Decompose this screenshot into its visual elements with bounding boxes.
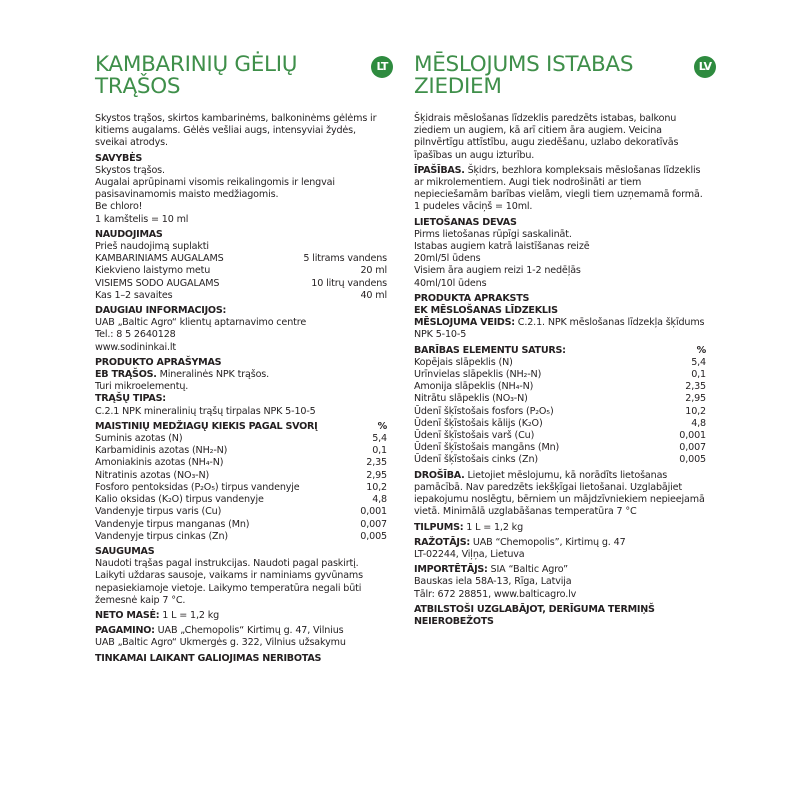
nutrient-label: Ūdenī šķīstošais fosfors (P₂O₅) [414, 405, 554, 417]
lt-properties-heading: SAVYBĖS [95, 152, 143, 164]
lt-usage-row [95, 253, 387, 265]
nutrient-value: 0,1 [691, 369, 706, 381]
lt-net-mass-label: NETO MASĖ: [95, 609, 160, 621]
nutrient-value: 0,001 [360, 506, 387, 518]
nutrient-label: Nitrātu slāpeklis (NO₃-N) [414, 393, 528, 405]
lt-properties-section [95, 153, 387, 226]
lv-manufacturer-line1: UAB “Chemopolis”, Kirtimų g. 47 [469, 536, 626, 548]
lt-eb-text2: Turi mikroelementų. [95, 381, 189, 393]
lt-eb-line [95, 369, 387, 381]
nutrient-label: Nitratinis azotas (NO₃-N) [95, 469, 210, 481]
lt-nutrients-table [95, 421, 387, 543]
lv-usage-heading: LIETOŠANAS DEVAS [414, 216, 517, 228]
lt-safety-text: Naudoti trąšas pagal instrukcijas. Naudoti pagal paskirtį. Laikyti uždaras sausoje, vaikams ir naminiams gyvūnams nepasiekiamoje vietoje. Laikymo temperatūra negali būti žemesnė kaip 7 °C. [95, 558, 363, 606]
nutrient-value: 2,35 [366, 457, 387, 469]
nutrient-value: 10,2 [685, 405, 706, 417]
usage-value: 20 ml [360, 265, 387, 277]
nutrient-label: Fosforo pentoksidas (P₂O₅) tirpus vandenyje [95, 481, 300, 493]
lt-nutrient-row [95, 531, 387, 543]
lt-usage-section [95, 229, 387, 302]
lt-properties-line: 1 kamštelis = 10 ml [95, 213, 189, 225]
nutrient-value: 5,4 [372, 433, 387, 445]
lt-column [95, 54, 387, 665]
lt-properties-line: Augalai aprūpinami visomis reikalingomis ir lengvai pasisavinamomis maisto medžiagomis. [95, 177, 335, 201]
lv-shelf-life-text: ATBILSTOŠI UZGLABĀJOT, DERĪGUMA TERMIŅŠ NEIEROBEŽOTS [414, 603, 655, 627]
lt-safety-section [95, 546, 387, 607]
lt-nutrient-row [95, 506, 387, 518]
lv-safety-label: DROŠĪBA. [414, 469, 465, 481]
lt-nutrient-row [95, 445, 387, 457]
lt-usage-heading: NAUDOJIMAS [95, 228, 163, 240]
lv-importer-line3: Tālr: 672 28851, www.balticagro.lv [414, 588, 577, 600]
lv-importer [414, 564, 706, 601]
lt-net-mass [95, 610, 387, 622]
lt-title-row [95, 54, 387, 109]
lt-description-heading: PRODUKTO APRAŠYMAS [95, 356, 222, 368]
lv-type-text: C.2.1. NPK mēslošanas līdzekļa šķīdums NPK 5-10-5 [414, 317, 705, 341]
lt-eb-text: Mineralinės NPK trąšos. [156, 369, 270, 381]
lt-producer-label: PAGAMINO: [95, 625, 155, 637]
lv-column [414, 52, 712, 628]
lv-nutrient-row [414, 393, 706, 405]
nutrient-value: 2,35 [685, 381, 706, 393]
lv-description-heading: PRODUKTA APRAKSTS [414, 292, 530, 304]
lv-nutrient-row [414, 369, 706, 381]
lt-info-website: www.sodininkai.lt [95, 341, 177, 353]
lt-shelf-life [95, 653, 387, 665]
lv-nutrient-row [414, 406, 706, 418]
nutrient-label: Ūdenī šķīstošais mangāns (Mn) [414, 442, 560, 454]
lt-producer [95, 625, 387, 649]
nutrient-value: 2,95 [366, 469, 387, 481]
lv-nutrient-row [414, 442, 706, 454]
nutrient-value: 2,95 [685, 393, 706, 405]
lv-importer-line1: SIA “Baltic Agro” [487, 564, 568, 576]
usage-label: KAMBARINIAMS AUGALAMS [95, 253, 224, 265]
lt-info-phone: Tel.: 8 5 2640128 [95, 329, 176, 341]
lv-language-badge: LV [694, 56, 716, 78]
usage-label: Kiekvieno laistymo metu [95, 265, 211, 277]
usage-label: Kas 1–2 savaites [95, 289, 173, 301]
nutrient-value: 0,005 [679, 454, 706, 466]
lv-importer-label: IMPORTĒTĀJS: [414, 564, 488, 576]
lv-intro: Šķidrais mēslošanas līdzeklis paredzēts istabas, balkonu ziediem un augiem, kā arī citiem āra augiem. Veicina pilnvērtīgu attīstību, augu ziedēšanu, uzlabo dekoratīvās īpašības un augu izturību. [414, 113, 679, 161]
nutrient-label: Kalio oksidas (K₂O) tirpus vandenyje [95, 494, 264, 506]
nutrient-value: 0,007 [360, 518, 387, 530]
lv-nutrient-row [414, 418, 706, 430]
lv-importer-line2: Bauskas iela 58A-13, Rīga, Latvija [414, 576, 572, 588]
lv-nutrient-row [414, 357, 706, 369]
lv-usage-line: Visiem āra augiem reizi 1-2 nedēļās [414, 265, 581, 277]
lv-shelf-life [414, 604, 706, 628]
lt-shelf-life-text: TINKAMAI LAIKANT GALIOJIMAS NERIBOTAS [95, 652, 322, 664]
lv-usage-line: 40ml/10l ūdens [414, 277, 487, 289]
nutrient-value: 0,1 [372, 445, 387, 457]
nutrient-value: 4,8 [372, 494, 387, 506]
nutrient-label: Vandenyje tirpus cinkas (Zn) [95, 530, 229, 542]
nutrients-unit: % [696, 344, 706, 356]
lv-properties-section [414, 165, 706, 214]
usage-value: 10 litrų vandens [311, 277, 387, 289]
nutrient-label: Ūdenī šķīstošais varš (Cu) [414, 430, 535, 442]
usage-label: VISIEMS SODO AUGALAMS [95, 277, 220, 289]
lv-usage-section [414, 217, 706, 290]
nutrient-value: 10,2 [366, 481, 387, 493]
lv-properties-text: Šķidrs, bezhlora kompleksais mēslošanas līdzeklis ar mikrolementiem. Augi tiek nodrošināti ar tiem nepieciešamām barības vielām, viegli tiem uzņemamā formā. 1 pudeles vāciņš = 10ml. [414, 164, 703, 213]
lt-nutrient-row [95, 519, 387, 531]
lt-usage-row [95, 278, 387, 290]
nutrients-heading: MAISTINIŲ MEDŽIAGŲ KIEKIS PAGAL SVORĮ [95, 420, 318, 432]
lt-nutrient-row [95, 482, 387, 494]
lt-intro: Skystos trąšos, skirtos kambarinėms, balkoninėms gėlėms ir kitiems augalams. Gėlės vešliai augs, intensyviai žydės, sveikai atrodys. [95, 113, 377, 149]
lv-volume-label: TILPUMS: [414, 521, 464, 533]
lv-usage-line: 20ml/5l ūdens [414, 253, 481, 265]
lv-usage-line: Pirms lietošanas rūpīgi saskalināt. [414, 228, 572, 240]
lt-info-line: UAB „Baltic Agro“ klientų aptarnavimo centre [95, 317, 307, 329]
lv-nutrient-row [414, 381, 706, 393]
nutrient-value: 0,001 [679, 430, 706, 442]
lv-manufacturer-line2: LT-02244, Viļņa, Lietuva [414, 548, 525, 560]
lt-type-heading: TRĄŠŲ TIPAS: [95, 393, 166, 405]
lv-safety-section [414, 470, 706, 519]
lt-producer-line2: UAB „Baltic Agro“ Ukmergės g. 322, Vilnius užsakymu [95, 637, 346, 649]
lt-properties-line: Be chloro! [95, 201, 143, 213]
lt-type-text: C.2.1 NPK mineralinių trąšų tirpalas NPK 5-10-5 [95, 405, 316, 417]
nutrient-value: 0,007 [679, 442, 706, 454]
nutrient-value: 5,4 [691, 356, 706, 368]
lv-description-section [414, 293, 706, 342]
nutrient-label: Suminis azotas (N) [95, 433, 183, 445]
nutrient-label: Ūdenī šķīstošais cinks (Zn) [414, 454, 538, 466]
lt-usage-row [95, 290, 387, 302]
lt-info-section [95, 305, 387, 354]
lv-usage-line: Istabas augiem katrā laistīšanas reizē [414, 241, 590, 253]
lt-nutrient-row [95, 470, 387, 482]
lv-description-subheading: EK MĒSLOŠANAS LĪDZEKLIS [414, 305, 558, 317]
nutrient-value: 0,005 [360, 530, 387, 542]
nutrients-heading: BARĪBAS ELEMENTU SATURS: [414, 344, 566, 356]
lt-language-badge: LT [371, 56, 393, 78]
lt-net-mass-value: 1 L = 1,2 kg [159, 609, 220, 621]
lv-safety-text: Lietojiet mēslojumu, kā norādīts lietošanas pamācībā. Nav paredzēts iekšķīgai lietošanai. Uzglabājiet iepakojumu noslēgtu, bērniem un mājdzīvniekiem nepieejamā vietā. Minimālā uzglabāšanas temperatūra 7 °C [414, 469, 705, 518]
lv-manufacturer [414, 537, 706, 561]
lv-title: MĒSLOJUMS ISTABAS ZIEDIEM [414, 52, 634, 99]
usage-value: 40 ml [360, 289, 387, 301]
lt-properties-line: Skystos trąšos. [95, 164, 165, 176]
usage-value: 5 litrams vandens [303, 253, 387, 265]
lt-info-heading: DAUGIAU INFORMACIJOS: [95, 305, 227, 317]
nutrient-label: Ūdenī šķīstošais kālijs (K₂O) [414, 417, 543, 429]
nutrients-unit: % [377, 420, 387, 432]
lv-title-row [414, 52, 712, 109]
lv-type-label: MĒSLOJUMA VEIDS: [414, 317, 515, 329]
lv-nutrient-row [414, 454, 706, 466]
nutrient-label: Kopējais slāpeklis (N) [414, 356, 513, 368]
lt-description-section [95, 357, 387, 418]
lt-usage-row [95, 265, 387, 277]
lt-usage-note: Prieš naudojimą suplakti [95, 241, 209, 253]
nutrient-label: Urīnvielas slāpeklis (NH₂-N) [414, 369, 542, 381]
lt-nutrient-row [95, 494, 387, 506]
lv-nutrient-row [414, 430, 706, 442]
lv-nutrients-table [414, 345, 706, 467]
lv-manufacturer-label: RAŽOTĀJS: [414, 536, 470, 548]
lv-volume [414, 522, 706, 534]
lt-nutrient-row [95, 433, 387, 445]
nutrient-label: Karbamidinis azotas (NH₂-N) [95, 445, 228, 457]
lt-title: KAMBARINIŲ GĖLIŲ TRĄŠOS [95, 52, 298, 99]
lt-eb-label: EB TRĄŠOS. [95, 369, 157, 381]
lv-properties-label: ĪPAŠĪBAS. [414, 164, 465, 176]
lv-volume-value: 1 L = 1,2 kg [463, 521, 524, 533]
lt-safety-heading: SAUGUMAS [95, 545, 155, 557]
nutrient-label: Vandenyje tirpus varis (Cu) [95, 506, 222, 518]
nutrient-label: Vandenyje tirpus manganas (Mn) [95, 518, 250, 530]
lt-nutrient-row [95, 457, 387, 469]
nutrient-label: Amoniakinis azotas (NH₄-N) [95, 457, 224, 469]
lv-nutrients-header [414, 345, 706, 357]
lt-nutrients-header [95, 421, 387, 433]
lt-producer-line1: UAB „Chemopolis“ Kirtimų g. 47, Vilnius [154, 625, 344, 637]
nutrient-value: 4,8 [691, 417, 706, 429]
nutrient-label: Amonija slāpeklis (NH₄-N) [414, 381, 534, 393]
